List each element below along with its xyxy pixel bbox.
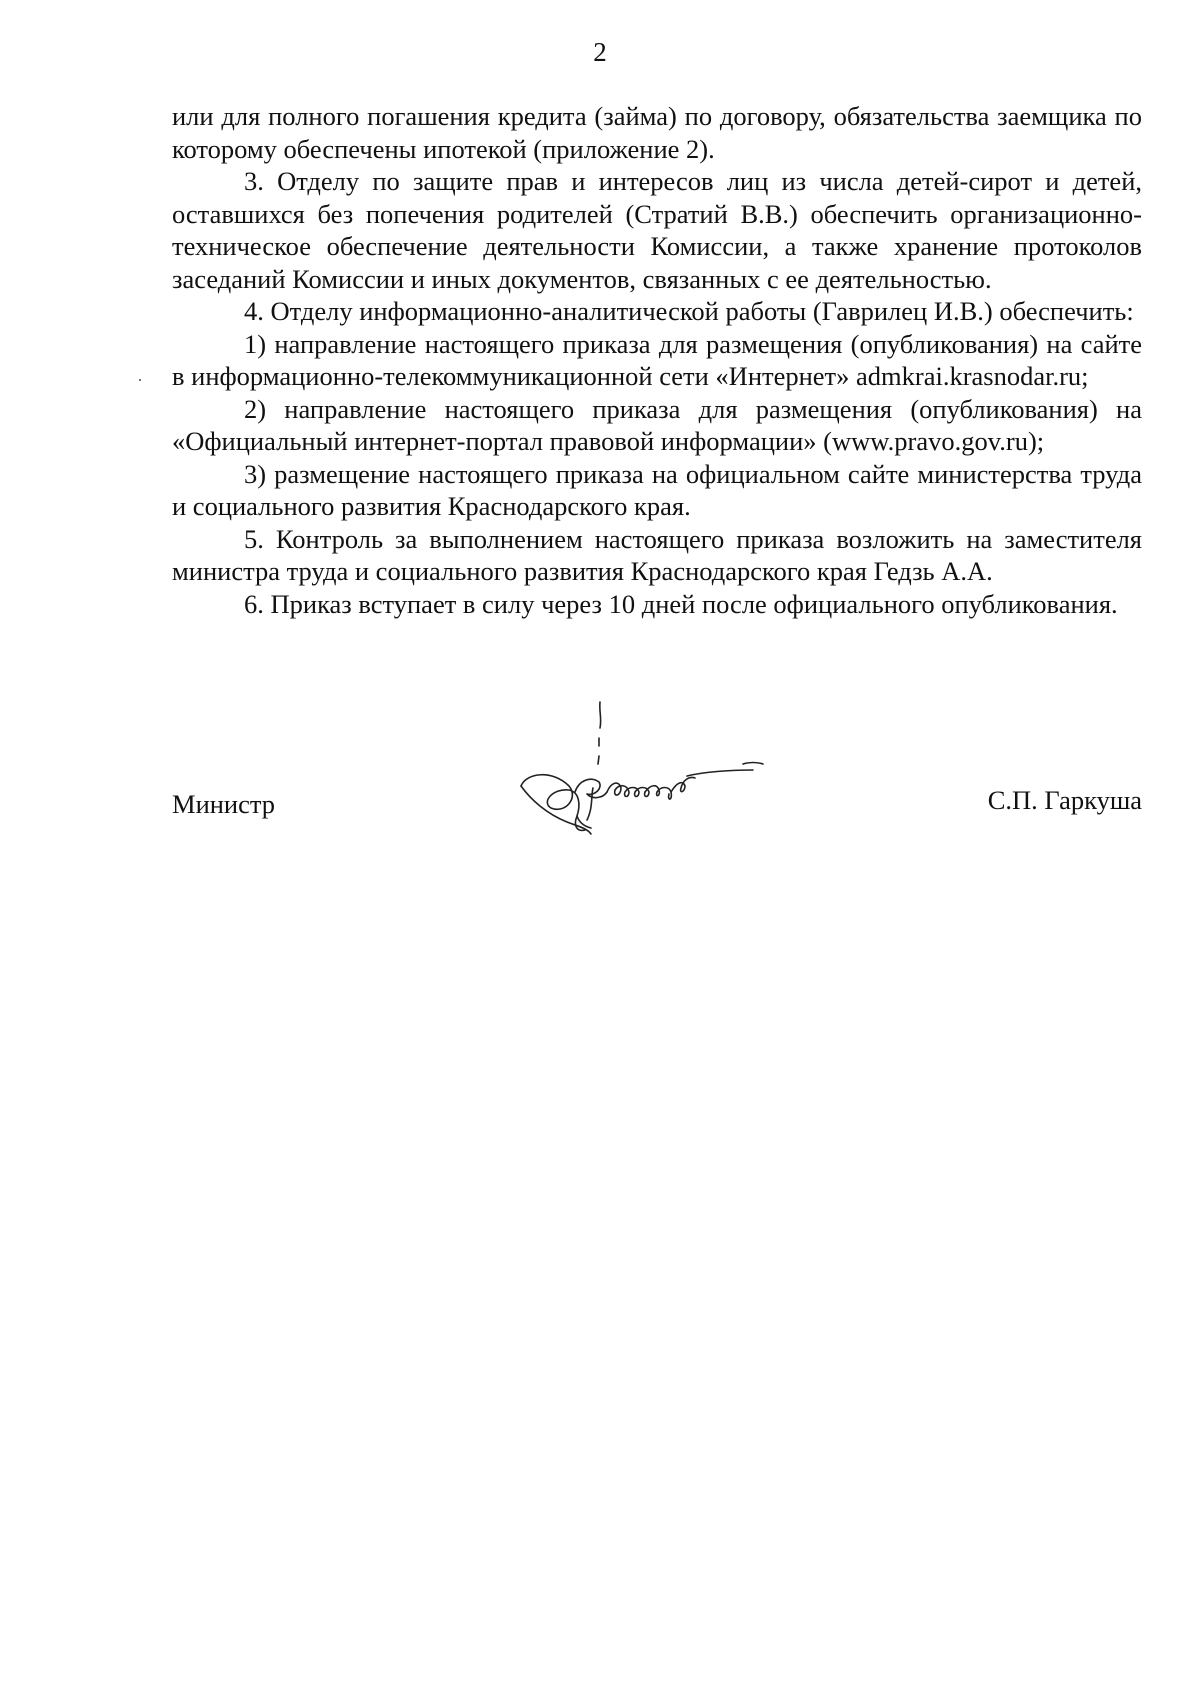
- paragraph-item-4: 4. Отделу информационно-аналитической работы (Гаврилец И.В.) обеспечить:: [244, 296, 1134, 326]
- paragraph-item-4-1: 1) направление настоящего приказа для размещения (опубликования) на сайте в информационно-телекоммуникационной сети «Интернет» admkrai.krasnodar.ru;: [172, 328, 1142, 391]
- paragraph-continuation: или для полного погашения кредита (займа) по договору, обязательства заемщика по которому обеспечены ипотекой (приложение 2).: [172, 101, 1142, 164]
- handwritten-signature: [507, 700, 777, 850]
- paragraph-item-4-2: 2) направление настоящего приказа для размещения (опубликования) на «Официальный интернет-портал правовой информации» (www.pravo.gov.ru);: [172, 393, 1142, 456]
- paragraph-item-6: 6. Приказ вступает в силу через 10 дней после официального опубликования.: [244, 588, 1118, 619]
- scan-artifact-dot: [139, 379, 141, 381]
- paragraph-item-4-3: 3) размещение настоящего приказа на официальном сайте министерства труда и социального развития Краснодарского края.: [172, 458, 1142, 521]
- signatory-position: Министр: [172, 789, 276, 819]
- signatory-name: С.П. Гаркуша: [987, 785, 1142, 815]
- paragraph-item-3: 3. Отделу по защите прав и интересов лиц из числа детей-сирот и детей, оставшихся без попечения родителей (Стратий В.В.) обеспечить организационно-техническое обеспечение деятельности Комиссии, а также хранение протоколов заседаний Комиссии и иных документов, связанных с ее деятельностью.: [172, 166, 1142, 294]
- document-body: [172, 100, 1142, 620]
- page-number: 2: [593, 37, 607, 67]
- paragraph-item-5: 5. Контроль за выполнением настоящего приказа возложить на заместителя министра труда и социального развития Краснодарского края Гедзь А.А.: [172, 523, 1142, 586]
- signature-block: [172, 740, 1142, 860]
